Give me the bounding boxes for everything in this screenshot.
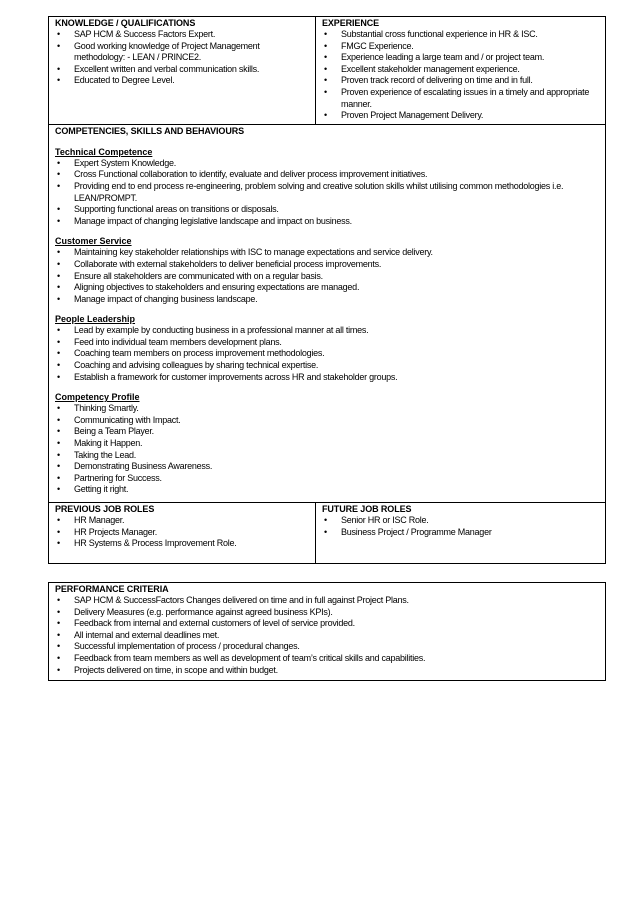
performance-cell xyxy=(49,583,605,680)
list-item xyxy=(55,360,599,372)
list-item-text: Substantial cross functional experience in HR & ISC. xyxy=(341,29,538,39)
list-item xyxy=(55,473,599,485)
list-item-text: Coaching team members on process improvement methodologies. xyxy=(74,348,325,359)
list-item-text: Thinking Smartly. xyxy=(74,403,139,414)
bullet-icon: • xyxy=(57,472,60,483)
list-item-text: Making it Happen. xyxy=(74,438,143,449)
competencies-cell xyxy=(49,125,605,502)
list-item xyxy=(322,527,599,539)
list-item xyxy=(322,64,599,76)
bullet-icon: • xyxy=(57,618,60,629)
people-leadership-list xyxy=(55,325,599,383)
technical-competence-heading: Technical Competence xyxy=(55,146,153,157)
list-item-text: Demonstrating Business Awareness. xyxy=(74,461,213,472)
bullet-icon: • xyxy=(57,449,60,460)
list-item-text: Manage impact of changing business landscape. xyxy=(74,293,258,304)
list-item xyxy=(55,484,599,496)
list-item xyxy=(55,216,599,228)
list-item-text: Experience leading a large team and / or project team. xyxy=(341,52,545,63)
list-item xyxy=(322,110,599,122)
list-item-text: Good working knowledge of Project Management methodology: - LEAN / PRINCE2. xyxy=(74,40,260,63)
bullet-icon: • xyxy=(57,606,60,617)
list-item xyxy=(55,29,309,41)
bullet-icon: • xyxy=(324,29,327,39)
bullet-icon: • xyxy=(57,75,60,86)
list-item xyxy=(55,259,599,271)
list-item-text: Feedback from internal and external customers of level of service provided. xyxy=(74,618,355,629)
knowledge-experience-row xyxy=(49,17,605,125)
list-item-text: Excellent written and verbal communication skills. xyxy=(74,63,260,74)
list-item xyxy=(322,75,599,87)
list-item xyxy=(55,337,599,349)
list-item-text: Business Project / Programme Manager xyxy=(341,526,492,537)
list-item-text: HR Manager. xyxy=(74,515,125,525)
list-item-text: Manage impact of changing legislative landscape and impact on business. xyxy=(74,215,352,226)
bullet-icon: • xyxy=(57,293,60,304)
list-item xyxy=(55,630,599,642)
list-item-text: Collaborate with external stakeholders to deliver beneficial process improvements. xyxy=(74,258,382,269)
bullet-icon: • xyxy=(57,426,60,437)
bullet-icon: • xyxy=(57,484,60,495)
list-item xyxy=(55,41,309,64)
list-item xyxy=(322,52,599,64)
experience-heading: EXPERIENCE xyxy=(322,18,380,28)
bullet-icon: • xyxy=(57,526,60,537)
list-item-text: Feedback from team members as well as development of team’s critical skills and capabilities. xyxy=(74,652,426,663)
bullet-icon: • xyxy=(57,258,60,269)
previous-roles-heading: PREVIOUS JOB ROLES xyxy=(55,504,155,514)
list-item-text: Supporting functional areas on transitions or disposals. xyxy=(74,204,279,215)
list-item xyxy=(322,87,599,110)
list-item xyxy=(55,618,599,630)
people-leadership-heading: People Leadership xyxy=(55,314,136,325)
bullet-icon: • xyxy=(57,371,60,382)
roles-row xyxy=(49,503,605,563)
bullet-icon: • xyxy=(57,414,60,425)
list-item-text: Ensure all stakeholders are communicated with on a regular basis. xyxy=(74,270,323,281)
list-item-text: Expert System Knowledge. xyxy=(74,157,177,168)
list-item xyxy=(55,403,599,415)
bullet-icon: • xyxy=(57,215,60,226)
future-roles-cell xyxy=(316,503,605,563)
bullet-icon: • xyxy=(57,438,60,449)
list-item-text: All internal and external deadlines met. xyxy=(74,629,220,640)
bullet-icon: • xyxy=(57,336,60,347)
list-item xyxy=(55,247,599,259)
list-item-text: HR Projects Manager. xyxy=(74,526,158,537)
list-item xyxy=(55,527,309,539)
list-item-text: Taking the Lead. xyxy=(74,449,137,460)
list-item xyxy=(322,29,599,41)
list-item xyxy=(55,438,599,450)
list-item xyxy=(55,653,599,665)
bullet-icon: • xyxy=(57,641,60,652)
bullet-icon: • xyxy=(57,157,60,168)
bullet-icon: • xyxy=(324,75,327,86)
knowledge-list xyxy=(55,29,309,87)
list-item-text: Successful implementation of process / procedural changes. xyxy=(74,641,300,652)
future-roles-list xyxy=(322,515,599,538)
performance-row xyxy=(49,583,605,680)
list-item xyxy=(55,665,599,677)
experience-list xyxy=(322,29,599,122)
list-item-text: Establish a framework for customer improvements across HR and stakeholder groups. xyxy=(74,371,398,382)
list-item-text: Proven track record of delivering on time and in full. xyxy=(341,75,533,86)
list-item xyxy=(55,294,599,306)
competencies-row xyxy=(49,125,605,503)
list-item-text: Feed into individual team members development plans. xyxy=(74,336,282,347)
bullet-icon: • xyxy=(324,63,327,74)
list-item-text: FMGC Experience. xyxy=(341,40,414,51)
technical-competence-list xyxy=(55,158,599,228)
list-item-text: Projects delivered on time, in scope and within budget. xyxy=(74,664,278,675)
list-item xyxy=(55,641,599,653)
list-item-text: Coaching and advising colleagues by sharing technical expertise. xyxy=(74,360,319,371)
experience-cell xyxy=(316,17,605,124)
future-roles-heading: FUTURE JOB ROLES xyxy=(322,504,412,514)
bullet-icon: • xyxy=(57,515,60,525)
bullet-icon: • xyxy=(324,86,327,97)
list-item xyxy=(55,538,309,550)
list-item xyxy=(55,64,309,76)
list-item-text: Aligning objectives to stakeholders and ensuring expectations are managed. xyxy=(74,282,360,293)
competency-profile-list xyxy=(55,403,599,496)
list-item xyxy=(55,169,599,181)
bullet-icon: • xyxy=(57,180,60,191)
bullet-icon: • xyxy=(324,40,327,51)
bullet-icon: • xyxy=(57,247,60,258)
bullet-icon: • xyxy=(57,40,60,51)
customer-service-heading: Customer Service xyxy=(55,236,132,247)
bullet-icon: • xyxy=(57,204,60,215)
performance-heading: PERFORMANCE CRITERIA xyxy=(55,584,169,594)
job-spec-table xyxy=(48,16,606,564)
competency-profile-heading: Competency Profile xyxy=(55,392,140,403)
bullet-icon: • xyxy=(57,325,60,336)
list-item xyxy=(55,325,599,337)
list-item xyxy=(55,426,599,438)
bullet-icon: • xyxy=(57,282,60,293)
list-item-text: Educated to Degree Level. xyxy=(74,75,175,86)
list-item-text: Partnering for Success. xyxy=(74,472,162,483)
list-item xyxy=(55,158,599,170)
list-item-text: Being a Team Player. xyxy=(74,426,154,437)
list-item-text: HR Systems & Process Improvement Role. xyxy=(74,538,237,549)
previous-roles-list xyxy=(55,515,309,550)
bullet-icon: • xyxy=(324,52,327,63)
list-item-text: Lead by example by conducting business in a professional manner at all times. xyxy=(74,325,369,336)
list-item xyxy=(55,75,309,87)
list-item xyxy=(55,461,599,473)
knowledge-heading: KNOWLEDGE / QUALIFICATIONS xyxy=(55,18,196,28)
previous-roles-cell xyxy=(49,503,316,563)
list-item-text: SAP HCM & SuccessFactors Changes delivered on time and in full against Project Plans. xyxy=(74,595,409,605)
list-item-text: Maintaining key stakeholder relationships with ISC to manage expectations and service delivery. xyxy=(74,247,433,258)
list-item-text: Getting it right. xyxy=(74,484,129,495)
list-item xyxy=(322,41,599,53)
list-item-text: Senior HR or ISC Role. xyxy=(341,515,429,525)
list-item xyxy=(55,271,599,283)
list-item xyxy=(55,204,599,216)
list-item-text: Excellent stakeholder management experience. xyxy=(341,63,520,74)
list-item xyxy=(55,348,599,360)
bullet-icon: • xyxy=(57,652,60,663)
bullet-icon: • xyxy=(57,29,60,39)
bullet-icon: • xyxy=(57,595,60,605)
list-item xyxy=(55,607,599,619)
bullet-icon: • xyxy=(324,515,327,525)
list-item-text: Providing end to end process re-engineering, problem solving and creative solution skills whilst utilising common methodologies i.e. LEAN/PROMPT. xyxy=(74,180,564,203)
bullet-icon: • xyxy=(57,403,60,414)
list-item xyxy=(55,372,599,384)
bullet-icon: • xyxy=(57,538,60,549)
bullet-icon: • xyxy=(57,360,60,371)
list-item-text: Proven experience of escalating issues in a timely and appropriate manner. xyxy=(341,86,590,109)
list-item-text: Delivery Measures (e.g. performance against agreed business KPIs). xyxy=(74,606,333,617)
list-item xyxy=(55,181,599,204)
list-item xyxy=(55,515,309,527)
bullet-icon: • xyxy=(57,629,60,640)
list-item-text: Proven Project Management Delivery. xyxy=(341,110,484,121)
bullet-icon: • xyxy=(57,169,60,180)
bullet-icon: • xyxy=(57,664,60,675)
list-item xyxy=(322,515,599,527)
competencies-heading: COMPETENCIES, SKILLS AND BEHAVIOURS xyxy=(55,125,245,136)
list-item xyxy=(55,450,599,462)
list-item-text: Communicating with Impact. xyxy=(74,414,181,425)
performance-criteria-table xyxy=(48,582,606,681)
bullet-icon: • xyxy=(324,526,327,537)
list-item-text: SAP HCM & Success Factors Expert. xyxy=(74,29,216,39)
bullet-icon: • xyxy=(57,270,60,281)
performance-list xyxy=(55,595,599,676)
list-item xyxy=(55,595,599,607)
bullet-icon: • xyxy=(324,110,327,121)
bullet-icon: • xyxy=(57,63,60,74)
bullet-icon: • xyxy=(57,348,60,359)
customer-service-list xyxy=(55,247,599,305)
list-item xyxy=(55,282,599,294)
bullet-icon: • xyxy=(57,461,60,472)
list-item xyxy=(55,415,599,427)
list-item-text: Cross Functional collaboration to identify, evaluate and deliver process improvement initiatives. xyxy=(74,169,428,180)
knowledge-cell xyxy=(49,17,316,124)
